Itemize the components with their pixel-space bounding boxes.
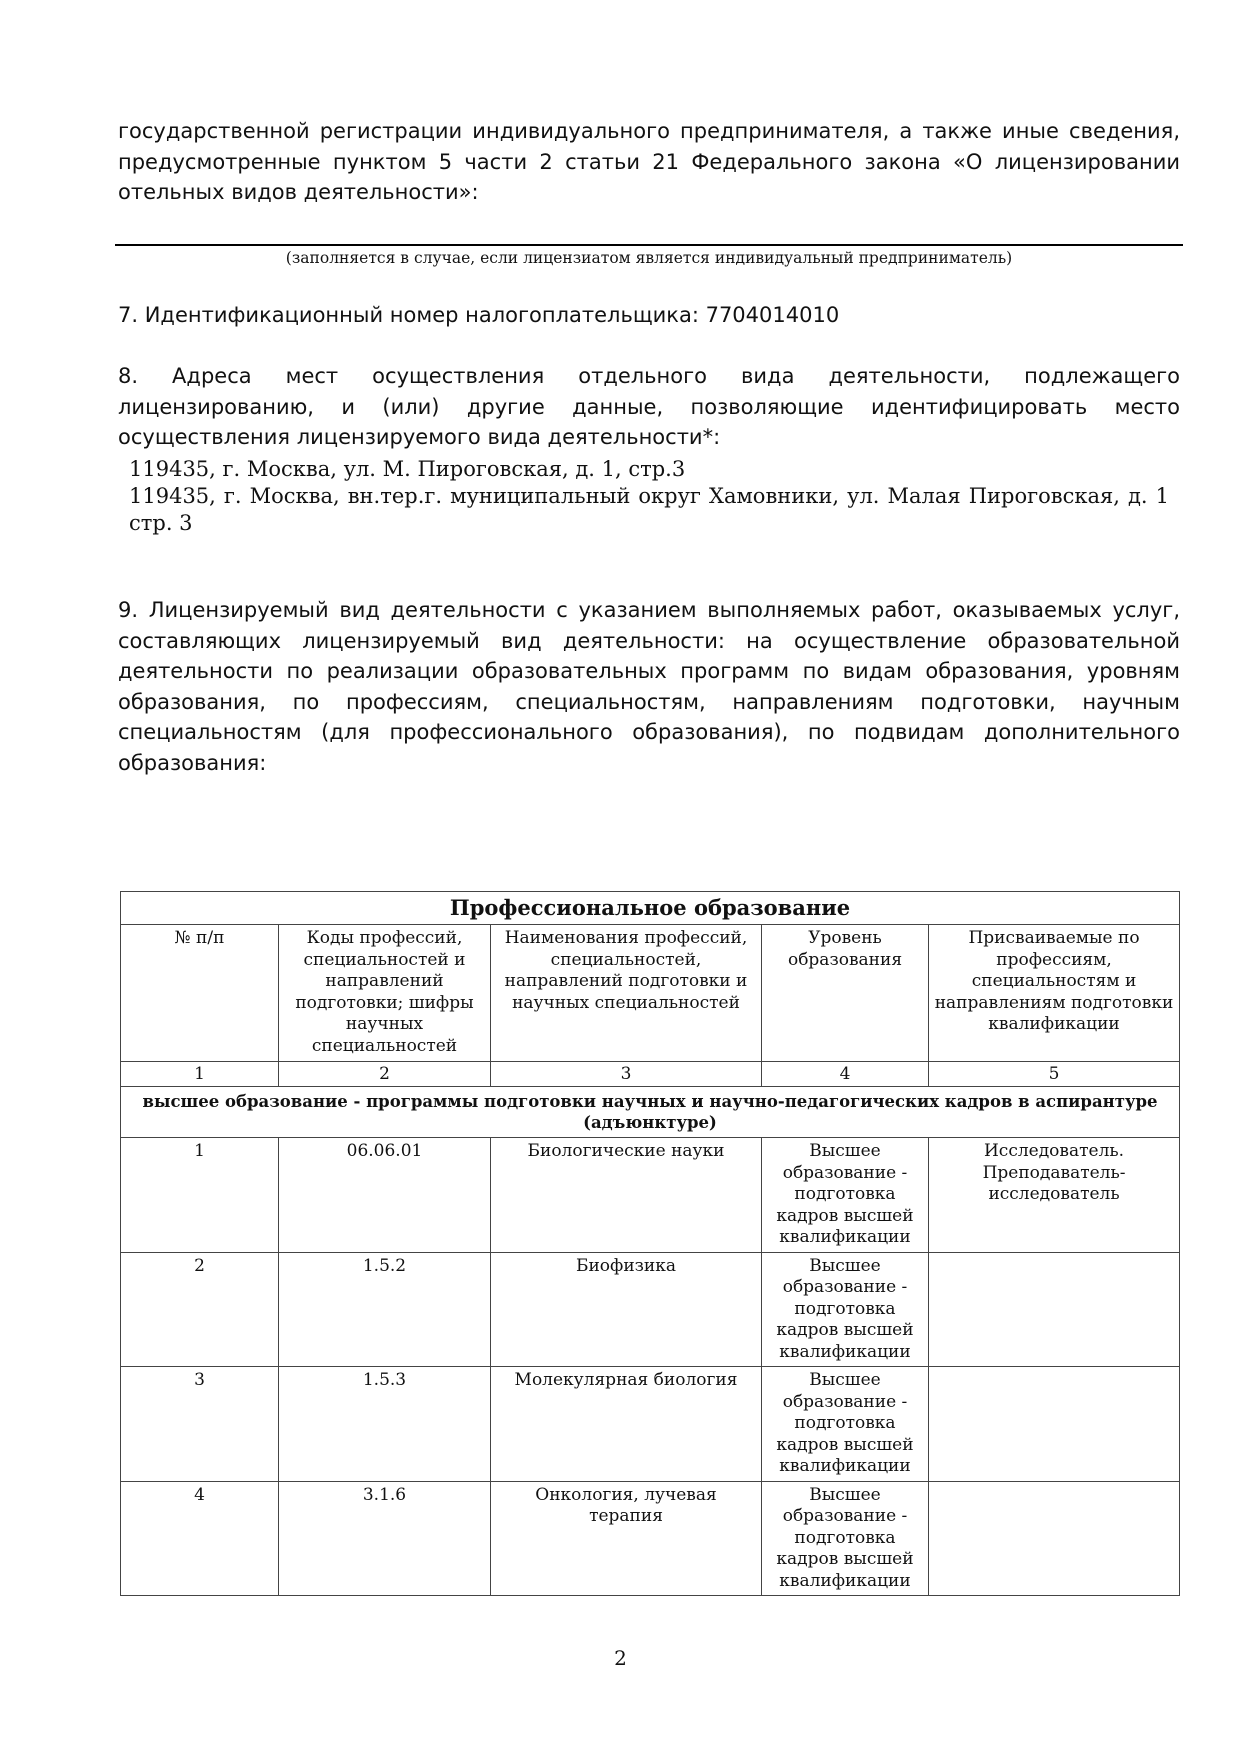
- item-9-activity: 9. Лицензируемый вид деятельности с указанием выполняемых работ, оказываемых услуг, составляющих лицензируемый вид деятельности: на осуществление образовательной деятельности по реализации образовательных программ по видам образования, уровням образования, по профессиям, специальностям, направлениям подготовки, научным специальностям (для профессионального образования), по подвидам дополнительного образования:: [118, 598, 1180, 775]
- table-row: [121, 1367, 1180, 1482]
- table-row: [121, 1138, 1180, 1253]
- table-row: [121, 1481, 1180, 1596]
- cell-qualification: [929, 1481, 1180, 1596]
- cell-code: 3.1.6: [279, 1481, 491, 1596]
- cell-level: Высшее образование - подготовка кадров высшей квалификации: [762, 1367, 929, 1482]
- header-names: Наименования профессий, специальностей, направлений подготовки и научных специальностей: [491, 925, 762, 1062]
- column-number: 4: [762, 1062, 929, 1087]
- intro-paragraph: государственной регистрации индивидуального предпринимателя, а также иные сведения, предусмотренные пунктом 5 части 2 статьи 21 Федерального закона «О лицензировании отельных видов деятельности»:: [118, 119, 1180, 204]
- cell-number: 1: [121, 1138, 279, 1253]
- column-number: 5: [929, 1062, 1180, 1087]
- column-number: 1: [121, 1062, 279, 1087]
- table-header-row: [121, 925, 1180, 1062]
- header-qualification: Присваиваемые по профессиям, специальностям и направлениям подготовки квалификации: [929, 925, 1180, 1062]
- item-8-addresses-heading: 8. Адреса мест осуществления отдельного вида деятельности, подлежащего лицензированию, и (или) другие данные, позволяющие идентифицировать место осуществления лицензируемого вида деятельности*:: [118, 364, 1180, 449]
- cell-number: 4: [121, 1481, 279, 1596]
- table-title: Профессиональное образование: [121, 892, 1180, 925]
- column-number: 3: [491, 1062, 762, 1087]
- fill-in-line: [115, 244, 1183, 246]
- cell-level: Высшее образование - подготовка кадров высшей квалификации: [762, 1252, 929, 1367]
- table-row: [121, 1252, 1180, 1367]
- cell-name: Биологические науки: [491, 1138, 762, 1253]
- cell-code: 06.06.01: [279, 1138, 491, 1253]
- education-level-row: высшее образование - программы подготовки научных и научно-педагогических кадров в аспирантуре (адъюнктуре): [121, 1087, 1180, 1138]
- item-7-inn: 7. Идентификационный номер налогоплательщика: 7704014010: [118, 303, 840, 327]
- fill-in-note: (заполняется в случае, если лицензиатом является индивидуальный предприниматель): [285, 249, 1013, 267]
- cell-qualification: [929, 1367, 1180, 1482]
- cell-qualification: [929, 1252, 1180, 1367]
- cell-number: 2: [121, 1252, 279, 1367]
- cell-name: Биофизика: [491, 1252, 762, 1367]
- header-level: Уровень образования: [762, 925, 929, 1062]
- address-line-1: 119435, г. Москва, ул. М. Пироговская, д. 1, стр.3: [129, 457, 686, 481]
- cell-qualification: Исследователь. Преподаватель-исследователь: [929, 1138, 1180, 1253]
- education-table: [120, 891, 1180, 1596]
- address-line-2: 119435, г. Москва, вн.тер.г. муниципальный округ Хамовники, ул. Малая Пироговская, д. 1 стр. 3: [129, 484, 1169, 535]
- cell-name: Онкология, лучевая терапия: [491, 1481, 762, 1596]
- cell-name: Молекулярная биология: [491, 1367, 762, 1482]
- header-codes: Коды профессий, специальностей и направлений подготовки; шифры научных специальностей: [279, 925, 491, 1062]
- cell-number: 3: [121, 1367, 279, 1482]
- cell-code: 1.5.2: [279, 1252, 491, 1367]
- cell-level: Высшее образование - подготовка кадров высшей квалификации: [762, 1138, 929, 1253]
- column-number: 2: [279, 1062, 491, 1087]
- column-number-row: [121, 1062, 1180, 1087]
- cell-code: 1.5.3: [279, 1367, 491, 1482]
- header-number: № п/п: [121, 925, 279, 1062]
- page-number: 2: [614, 1646, 627, 1670]
- cell-level: Высшее образование - подготовка кадров высшей квалификации: [762, 1481, 929, 1596]
